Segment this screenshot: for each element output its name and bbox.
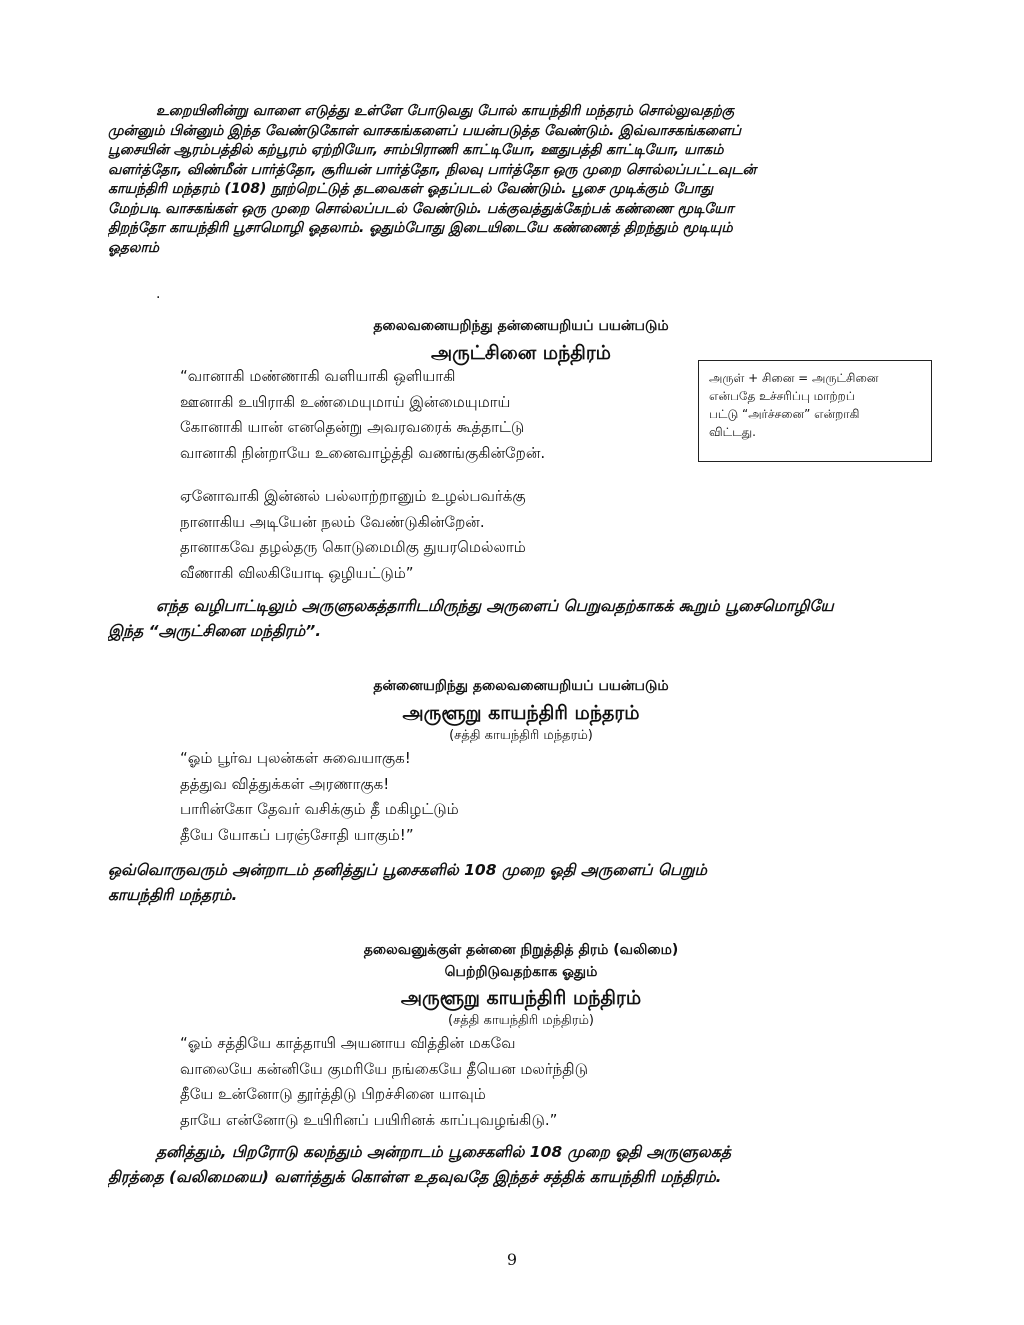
page-number: 9	[506, 1250, 518, 1269]
verse-line: வானாகி நின்றாயே உனைவாழ்த்தி வணங்குகின்றேன்.	[180, 443, 546, 462]
stray-dot: .	[156, 286, 161, 302]
explanation-line: எந்த வழிபாட்டிலும் அருளுலகத்தாரிடமிருந்து அருளைப் பெறுவதற்காகக் கூறும் பூசைமொழியே	[156, 597, 834, 615]
section2-title: அருளூறு காயந்திரி மந்தரம்	[402, 702, 640, 724]
explanation-line: இந்த “அருட்சினை மந்திரம்”.	[108, 622, 322, 640]
section2-pre-title: தன்னையறிந்து தலைவனையறியப் பயன்படும்	[373, 678, 669, 694]
verse-line: “வானாகி மண்ணாகி வளியாகி ஒளியாகி	[180, 367, 456, 385]
intro-line: ஓதலாம்	[108, 239, 160, 256]
section1-verse1	[180, 364, 545, 466]
section1-pre-title: தலைவனையறிந்து தன்னையறியப் பயன்படும்	[373, 318, 669, 334]
section3-subtitle: (சத்தி காயந்திரி மந்திரம்)	[448, 1013, 594, 1028]
note-line: என்பதே உச்சரிப்பு மாற்றப்	[709, 389, 855, 403]
verse-line: ஏனோவாகி இன்னல் பல்லாற்றானும் உழல்பவர்க்கு	[180, 487, 526, 505]
verse-line: “ஓம் பூர்வ புலன்கள் சுவையாகுக!	[180, 749, 411, 767]
explanation-line: திரத்தை (வலிமையை) வளர்த்துக் கொள்ள உதவுவதே இந்தச் சத்திக் காயந்திரி மந்திரம்.	[108, 1168, 722, 1186]
section1-verse2	[180, 484, 526, 586]
section3-explanation	[108, 1140, 934, 1190]
verse-line: தீயே யோகப் பரஞ்சோதி யாகும்!”	[180, 825, 414, 844]
side-note-box	[698, 360, 932, 462]
verse-line: தத்துவ வித்துக்கள் அரணாகுக!	[180, 774, 390, 793]
verse-line: தீயே உன்னோடு தூர்த்திடு பிறச்சினை யாவும்	[180, 1085, 486, 1103]
verse-line: தானாகவே தழல்தரு கொடுமைமிகு துயரமெல்லாம்	[180, 538, 526, 556]
section3-verse	[180, 1031, 588, 1133]
verse-line: “ஓம் சத்தியே காத்தாயி அயனாய வித்தின் மகவே	[180, 1034, 516, 1052]
section1-title: அருட்சினை மந்திரம்	[431, 342, 611, 364]
note-line: அருள் + சினை = அருட்சினை	[709, 371, 879, 385]
intro-line: முன்னும் பின்னும் இந்த வேண்டுகோள் வாசகங்களைப் பயன்படுத்த வேண்டும். இவ்வாசகங்களைப்	[108, 122, 742, 139]
section3-title: அருளூறு காயந்திரி மந்திரம்	[400, 987, 642, 1009]
explanation-line: ஒவ்வொருவரும் அன்றாடம் தனித்துப் பூசைகளில் 108 முறை ஓதி அருளைப் பெறும்	[108, 861, 708, 879]
explanation-line: தனித்தும், பிறரோடு கலந்தும் அன்றாடம் பூசைகளில் 108 முறை ஓதி அருளுலகத்	[156, 1143, 731, 1161]
intro-line: திறந்தோ காயந்திரி பூசாமொழி ஓதலாம். ஓதும்போது இடையிடையே கண்ணைத் திறந்தும் மூடியும்	[108, 220, 733, 236]
section1-explanation	[108, 594, 934, 644]
intro-line: காயந்திரி மந்தரம் (108) நூற்றெட்டுத் தடவைகள் ஓதப்படல் வேண்டும். பூசை முடிக்கும் போது	[108, 181, 714, 197]
intro-paragraph	[108, 102, 934, 258]
intro-line: பூசையின் ஆரம்பத்தில் கற்பூரம் ஏற்றியோ, சாம்பிராணி காட்டியோ, ஊதுபத்தி காட்டியோ, யாகம்	[108, 142, 724, 158]
intro-line: வளர்த்தோ, விண்மீன் பார்த்தோ, சூரியன் பார்த்தோ, நிலவு பார்த்தோ ஒரு முறை சொல்லப்பட்டவுடன்	[108, 161, 757, 178]
explanation-line: காயந்திரி மந்தரம்.	[108, 886, 238, 904]
verse-line: நானாகிய அடியேன் நலம் வேண்டுகின்றேன்.	[180, 512, 485, 531]
section3-pre-title: தலைவனுக்குள் தன்னை நிறுத்தித் திரம் (வலிமை)	[363, 942, 679, 958]
section3-pre-title-2: பெற்றிடுவதற்காக ஓதும்	[444, 964, 598, 980]
note-line: பட்டு “அர்ச்சனை” என்றாகி	[709, 407, 860, 421]
verse-line: வாலையே கன்னியே குமரியே நங்கையே தீயென மலர்ந்திடு	[180, 1059, 588, 1078]
verse-line: கோனாகி யான் எனதென்று அவரவரைக் கூத்தாட்டு	[180, 418, 525, 436]
note-line: விட்டது.	[709, 425, 756, 439]
intro-line: மேற்படி வாசகங்கள் ஒரு முறை சொல்லப்படல் வேண்டும். பக்குவத்துக்கேற்பக் கண்ணை மூடியோ	[108, 200, 734, 217]
verse-line: பாரின்கோ தேவர் வசிக்கும் தீ மகிழட்டும்	[180, 800, 459, 818]
section2-explanation	[108, 858, 934, 908]
section2-subtitle: (சத்தி காயந்திரி மந்தரம்)	[449, 728, 593, 743]
section2-verse	[180, 746, 459, 848]
verse-line: தாயே என்னோடு உயிரினப் பயிரினக் காப்புவழங்கிடு.”	[180, 1110, 558, 1129]
intro-line: உறையினின்று வாளை எடுத்து உள்ளே போடுவது போல் காயந்திரி மந்தரம் சொல்லுவதற்கு	[156, 103, 735, 119]
verse-line: வீணாகி விலகியோடி ஒழியட்டும்”	[180, 563, 414, 582]
verse-line: ஊனாகி உயிராகி உண்மையுமாய் இன்மையுமாய்	[180, 392, 511, 411]
